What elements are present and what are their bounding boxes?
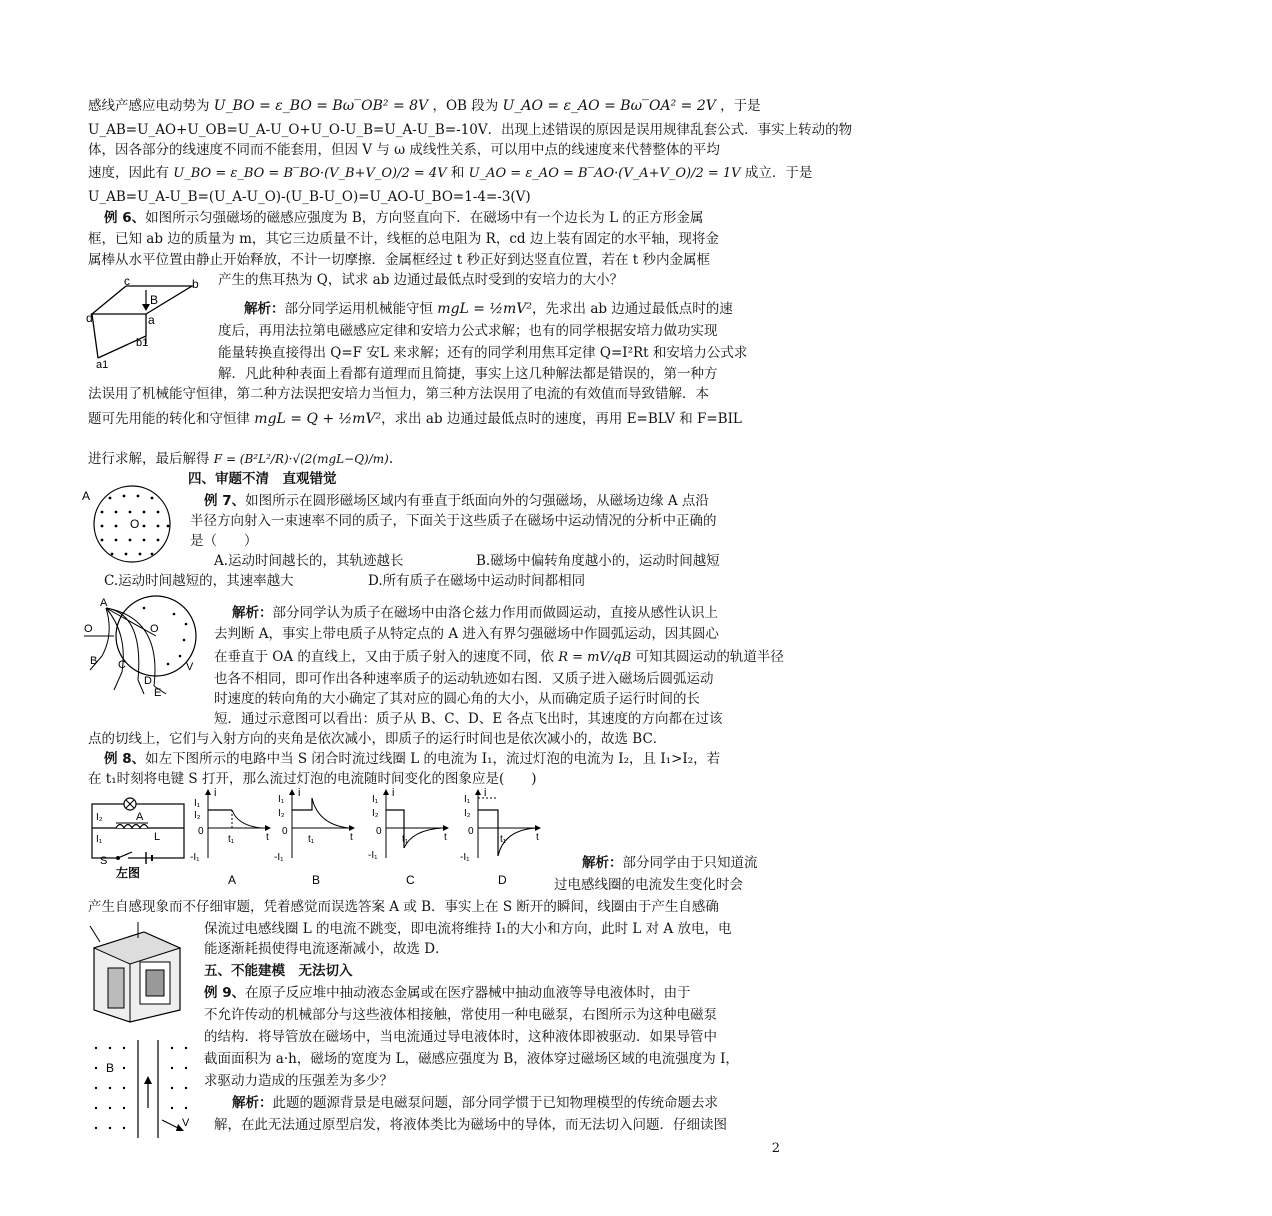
graph-a bbox=[190, 787, 270, 887]
label-b: b bbox=[192, 277, 199, 291]
tick-t1: t₁ bbox=[308, 834, 315, 845]
figure-circle-field bbox=[80, 484, 184, 570]
axis-i: i bbox=[484, 787, 487, 799]
tick-minus-I1: -I₁ bbox=[274, 852, 284, 863]
graph-label: A bbox=[228, 873, 237, 887]
formula: U_BO = ε_BO = B‾BO·(V_B+V_O)/2 = 4V bbox=[173, 166, 447, 181]
label-A: A bbox=[100, 597, 108, 609]
figure-proton-trajectories bbox=[84, 594, 212, 698]
text: 成立．于是 bbox=[744, 165, 813, 181]
figure-field-channel bbox=[88, 1034, 200, 1144]
tick-I2: I₂ bbox=[464, 808, 471, 819]
text-line bbox=[88, 164, 813, 183]
section-heading: 四、审题不清 直观错觉 bbox=[188, 471, 337, 487]
label-S: S bbox=[100, 855, 108, 867]
label-d: d bbox=[86, 311, 93, 325]
axis-t: t bbox=[266, 832, 269, 843]
label-a: a bbox=[148, 313, 155, 327]
analysis-label: 解析： bbox=[232, 1095, 273, 1111]
tick-zero: 0 bbox=[468, 826, 474, 837]
text-line: 产生的焦耳热为 Q，试求 ab 边通过最低点时受到的安培力的大小？ bbox=[218, 272, 624, 288]
formula: mgL = Q + ½mV² bbox=[254, 411, 382, 427]
text-line bbox=[88, 410, 778, 428]
label-A: A bbox=[136, 811, 144, 823]
graph-label: B bbox=[312, 873, 321, 887]
label-c: c bbox=[124, 274, 130, 288]
text: 如图所示匀强磁场的磁感应强度为 B，方向竖直向下．在磁场中有一个边长为 L 的正方形金属 bbox=[145, 210, 704, 226]
text: ，求出 ab 边通过最低点时的速度，再用 E=BLV 和 F=BIL bbox=[381, 411, 742, 427]
text-line: 也各不相同，即可作出各种速率质子的运动轨迹如右图．又质子进入磁场后圆弧运动 bbox=[214, 671, 714, 687]
axis-t: t bbox=[444, 832, 447, 843]
label-E: E bbox=[154, 687, 162, 699]
page-number: 2 bbox=[771, 1141, 780, 1156]
analysis-7 bbox=[232, 604, 922, 622]
text-line: 不允许传动的机械部分与这些液体相接触，常使用一种电磁泵，右图所示为这种电磁泵 bbox=[204, 1007, 717, 1023]
label-B: B bbox=[90, 655, 98, 667]
text-line: 能量转换直接得出 Q=F 安L 来求解；还有的同学利用焦耳定律 Q=I²Rt 和安培力公式求 bbox=[218, 345, 748, 361]
tick-minus-I1: -I₁ bbox=[368, 850, 378, 861]
text-line: 过电感线圈的电流发生变化时会 bbox=[554, 877, 743, 893]
axis-t: t bbox=[536, 832, 539, 843]
example-label: 例 6、 bbox=[104, 210, 146, 226]
text-line: U_AB=U_A-U_B=(U_A-U_O)-(U_B-U_O)=U_AO-U_BO=1-4=-3(V) bbox=[88, 189, 531, 205]
formula: U_AO = ε_AO = B‾AO·(V_A+V_O)/2 = 1V bbox=[468, 166, 741, 181]
text-line: 去判断 A，事实上带电质子从特定点的 A 进入有界匀强磁场中作圆弧运动，因其圆心 bbox=[214, 626, 719, 642]
text: 部分同学由于只知道流 bbox=[622, 855, 758, 871]
text-line bbox=[88, 97, 778, 115]
text-line bbox=[214, 648, 904, 667]
analysis-label: 解析： bbox=[582, 855, 623, 871]
caption-left: 左图 bbox=[116, 866, 141, 880]
label-I1: I₁ bbox=[96, 834, 103, 845]
option-b: B.磁场中偏转角度越小的，运动时间越短 bbox=[476, 553, 720, 569]
formula: U_BO = ε_BO = Bω‾OB² = 8V bbox=[213, 98, 429, 114]
graph-label: D bbox=[498, 873, 507, 887]
label-O: O bbox=[150, 623, 159, 635]
label-a1: a1 bbox=[96, 359, 109, 371]
text: 部分同学运用机械能守恒 bbox=[284, 301, 433, 317]
label-O-left: O bbox=[84, 623, 93, 635]
graph-b bbox=[274, 787, 354, 887]
text: 如图所示在圆形磁场区域内有垂直于纸面向外的匀强磁场，从磁场边缘 A 点沿 bbox=[245, 493, 709, 509]
graph-c bbox=[368, 787, 448, 887]
label-V: V bbox=[182, 1117, 190, 1129]
label-A: A bbox=[82, 489, 91, 503]
tick-I1: I₁ bbox=[464, 794, 471, 805]
text-line: 解，在此无法通过原型启发，将液体类比为磁场中的导体，而无法切入问题．仔细读图 bbox=[214, 1117, 727, 1133]
tick-I1: I₁ bbox=[372, 794, 379, 805]
text: 此题的题源背景是电磁泵问题，部分同学惯于已知物理模型的传统命题去求 bbox=[272, 1095, 718, 1111]
tick-I2: I₂ bbox=[278, 808, 285, 819]
example-label: 例 7、 bbox=[204, 493, 246, 509]
tick-minus-I1: -I₁ bbox=[460, 852, 470, 863]
figure-square-frame bbox=[86, 276, 216, 372]
text: 如左下图所示的电路中当 S 闭合时流过线圈 L 的电流为 I₁，流过灯泡的电流为 I₂，且 I₁>I₂，若 bbox=[145, 751, 721, 767]
text-line: 能逐渐耗损使得电流逐渐减小，故选 D． bbox=[204, 941, 449, 957]
text-line: 时速度的转向角的大小确定了其对应的圆心角的大小，从而确定质子运行时间的长 bbox=[214, 691, 700, 707]
text: 进行求解，最后解得 bbox=[88, 451, 210, 467]
option-c: C.运动时间越短的，其速率越大 bbox=[104, 573, 294, 589]
formula: R = mV/qB bbox=[558, 650, 632, 665]
text: 题可先用能的转化和守恒律 bbox=[88, 411, 250, 427]
text: 可知其圆运动的轨道半径 bbox=[635, 649, 784, 665]
text: 在原子反应堆中抽动液态金属或在医疗器械中抽动血液等导电液体时，由于 bbox=[245, 985, 691, 1001]
text-line: U_AB=U_AO+U_OB=U_A-U_O+U_O-U_B=U_A-U_B=-10V．出现上述错误的原因是误用规律乱套公式．事实上转动的物 bbox=[88, 122, 853, 138]
example-7 bbox=[204, 492, 894, 510]
label-C: C bbox=[118, 659, 126, 671]
analysis-9 bbox=[232, 1094, 922, 1112]
example-8 bbox=[104, 750, 794, 768]
text-line: 截面面积为 a·h，磁场的宽度为 L，磁感应强度为 B，液体穿过磁场区域的电流强度为 I， bbox=[204, 1051, 739, 1067]
tick-minus-I1: -I₁ bbox=[190, 852, 200, 863]
section-heading: 五、不能建模 无法切入 bbox=[204, 963, 353, 979]
text-line: 框，已知 ab 边的质量为 m，其它三边质量不计，线框的总电阻为 R，cd 边上装有固定的水平轴，现将金 bbox=[88, 231, 719, 247]
text: ，先求出 ab 边通过最低点时的速 bbox=[532, 301, 733, 317]
tick-I2: I₂ bbox=[372, 808, 379, 819]
tick-I1: I₁ bbox=[278, 794, 285, 805]
tick-zero: 0 bbox=[376, 826, 382, 837]
figure-circuit bbox=[86, 792, 190, 878]
tick-I1: I₁ bbox=[194, 798, 201, 809]
text: 在垂直于 OA 的直线上，又由于质子射入的速度不同，依 bbox=[214, 649, 554, 665]
text-line: 半径方向射入一束速率不同的质子，下面关于这些质子在磁场中运动情况的分析中正确的 bbox=[190, 513, 717, 529]
formula: F = (B²L²/R)·√(2(mgL−Q)/m) bbox=[213, 452, 389, 466]
label-O: O bbox=[130, 517, 140, 531]
text-line bbox=[88, 450, 778, 468]
analysis-label: 解析： bbox=[244, 301, 285, 317]
text: ，于是 bbox=[720, 98, 761, 114]
text-line: 的结构．将导管放在磁场中，当电流通过导电液体时，这种液体即被驱动．如果导管中 bbox=[204, 1029, 717, 1045]
formula: mgL = ½mV² bbox=[437, 301, 533, 317]
text: 速度，因此有 bbox=[88, 165, 169, 181]
text-line: 求驱动力造成的压强差为多少？ bbox=[204, 1073, 393, 1089]
label-L: L bbox=[154, 831, 161, 843]
label-D: D bbox=[144, 675, 152, 687]
text: . bbox=[388, 451, 394, 467]
analysis-8 bbox=[582, 854, 1272, 872]
label-I2: I₂ bbox=[96, 812, 103, 823]
figure-em-pump bbox=[84, 918, 196, 1026]
text-line: 属棒从水平位置由静止开始释放，不计一切摩擦．金属框经过 t 秒正好到达竖直位置，若在 t 秒内金属框 bbox=[88, 252, 711, 268]
label-B: B bbox=[106, 1061, 115, 1075]
text: 和 bbox=[450, 165, 465, 181]
analysis-6 bbox=[244, 300, 934, 318]
text-line: 度后，再用法拉第电磁感应定律和安培力公式求解；也有的同学根据安培力做功实现 bbox=[218, 323, 718, 339]
text: 部分同学认为质子在磁场中由洛仑兹力作用而做圆运动，直接从感性认识上 bbox=[272, 605, 718, 621]
tick-t1: t₁ bbox=[500, 834, 507, 845]
text-line: 体，因各部分的线速度不同而不能套用，但因 V 与 ω 成线性关系，可以用中点的线速度来代替整体的平均 bbox=[88, 142, 720, 158]
label-b1: b1 bbox=[136, 337, 149, 349]
tick-zero: 0 bbox=[198, 826, 204, 837]
formula: U_AO = ε_AO = Bω‾OA² = 2V bbox=[502, 98, 716, 114]
axis-i: i bbox=[214, 787, 217, 799]
example-label: 例 8、 bbox=[104, 751, 146, 767]
text: ，OB 段为 bbox=[432, 98, 499, 114]
text-line: 是（ ） bbox=[190, 533, 258, 549]
text-line: 产生自感现象而不仔细审题，凭着感觉而误选答案 A 或 B．事实上在 S 断开的瞬间，线圈由于产生自感确 bbox=[88, 899, 719, 915]
text-line: 短．通过示意图可以看出：质子从 B、C、D、E 各点飞出时，其速度的方向都在过该 bbox=[214, 711, 723, 727]
axis-i: i bbox=[392, 787, 395, 799]
option-a: A.运动时间越长的，其轨迹越长 bbox=[214, 553, 404, 569]
example-label: 例 9、 bbox=[204, 985, 246, 1001]
tick-t1: t₁ bbox=[402, 834, 409, 845]
tick-t1: t₁ bbox=[228, 834, 235, 845]
graph-d bbox=[460, 787, 540, 887]
example-6 bbox=[104, 209, 794, 227]
text: 感线产感应电动势为 bbox=[88, 98, 210, 114]
text-line: 保流过电感线圈 L 的电流不跳变，即电流将维持 I₁的大小和方向，此时 L 对 A 放电，电 bbox=[204, 921, 732, 937]
analysis-label: 解析： bbox=[232, 605, 273, 621]
text-line: 法误用了机械能守恒律，第二种方法误把安培力当恒力，第三种方法误用了电流的有效值而导致错解．本 bbox=[88, 386, 709, 402]
tick-I2: I₂ bbox=[194, 810, 201, 821]
text-line: 点的切线上，它们与入射方向的夹角是依次减小，即质子的运行时间也是依次减小的，故选 BC． bbox=[88, 731, 667, 747]
text-line: 在 t₁时刻将电键 S 打开，那么流过灯泡的电流随时间变化的图象应是( ) bbox=[88, 771, 537, 787]
option-d: D.所有质子在磁场中运动时间都相同 bbox=[368, 573, 586, 589]
example-9 bbox=[204, 984, 894, 1002]
label-B: B bbox=[150, 293, 159, 307]
text-line: 解．凡此种种表面上看都有道理而且简捷，事实上这几种解法都是错误的，第一种方 bbox=[218, 366, 718, 382]
axis-t: t bbox=[350, 832, 353, 843]
figure-current-graphs bbox=[190, 786, 554, 890]
graph-label: C bbox=[406, 873, 415, 887]
tick-zero: 0 bbox=[282, 826, 288, 837]
label-V: V bbox=[186, 661, 194, 673]
axis-i: i bbox=[298, 787, 301, 799]
